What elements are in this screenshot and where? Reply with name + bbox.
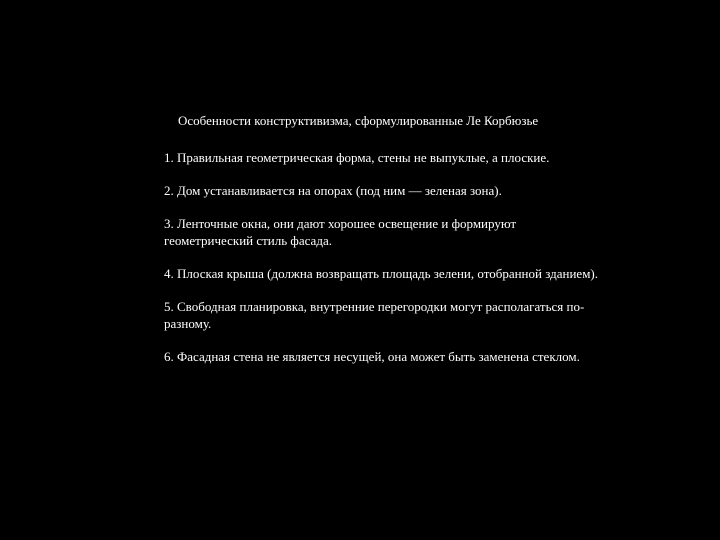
principle-item-6: 6. Фасадная стена не является несущей, она может быть заменена стеклом. [164,349,580,364]
principle-item-3: 3. Ленточные окна, они дают хорошее освещение и формируют геометрический стиль фасада. [164,216,517,248]
principle-item-2: 2. Дом устанавливается на опорах (под ним — зеленая зона). [164,183,502,198]
slide-title: Особенности конструктивизма, сформулированные Ле Корбюзье [178,113,539,128]
principle-item-1: 1. Правильная геометрическая форма, стены не выпуклые, а плоские. [164,150,550,165]
principle-item-5: 5. Свободная планировка, внутренние перегородки могут располагаться по-разному. [164,299,585,331]
principle-item-4: 4. Плоская крыша (должна возвращать площадь зелени, отобранной зданием). [164,266,598,281]
principles-list [164,149,604,381]
